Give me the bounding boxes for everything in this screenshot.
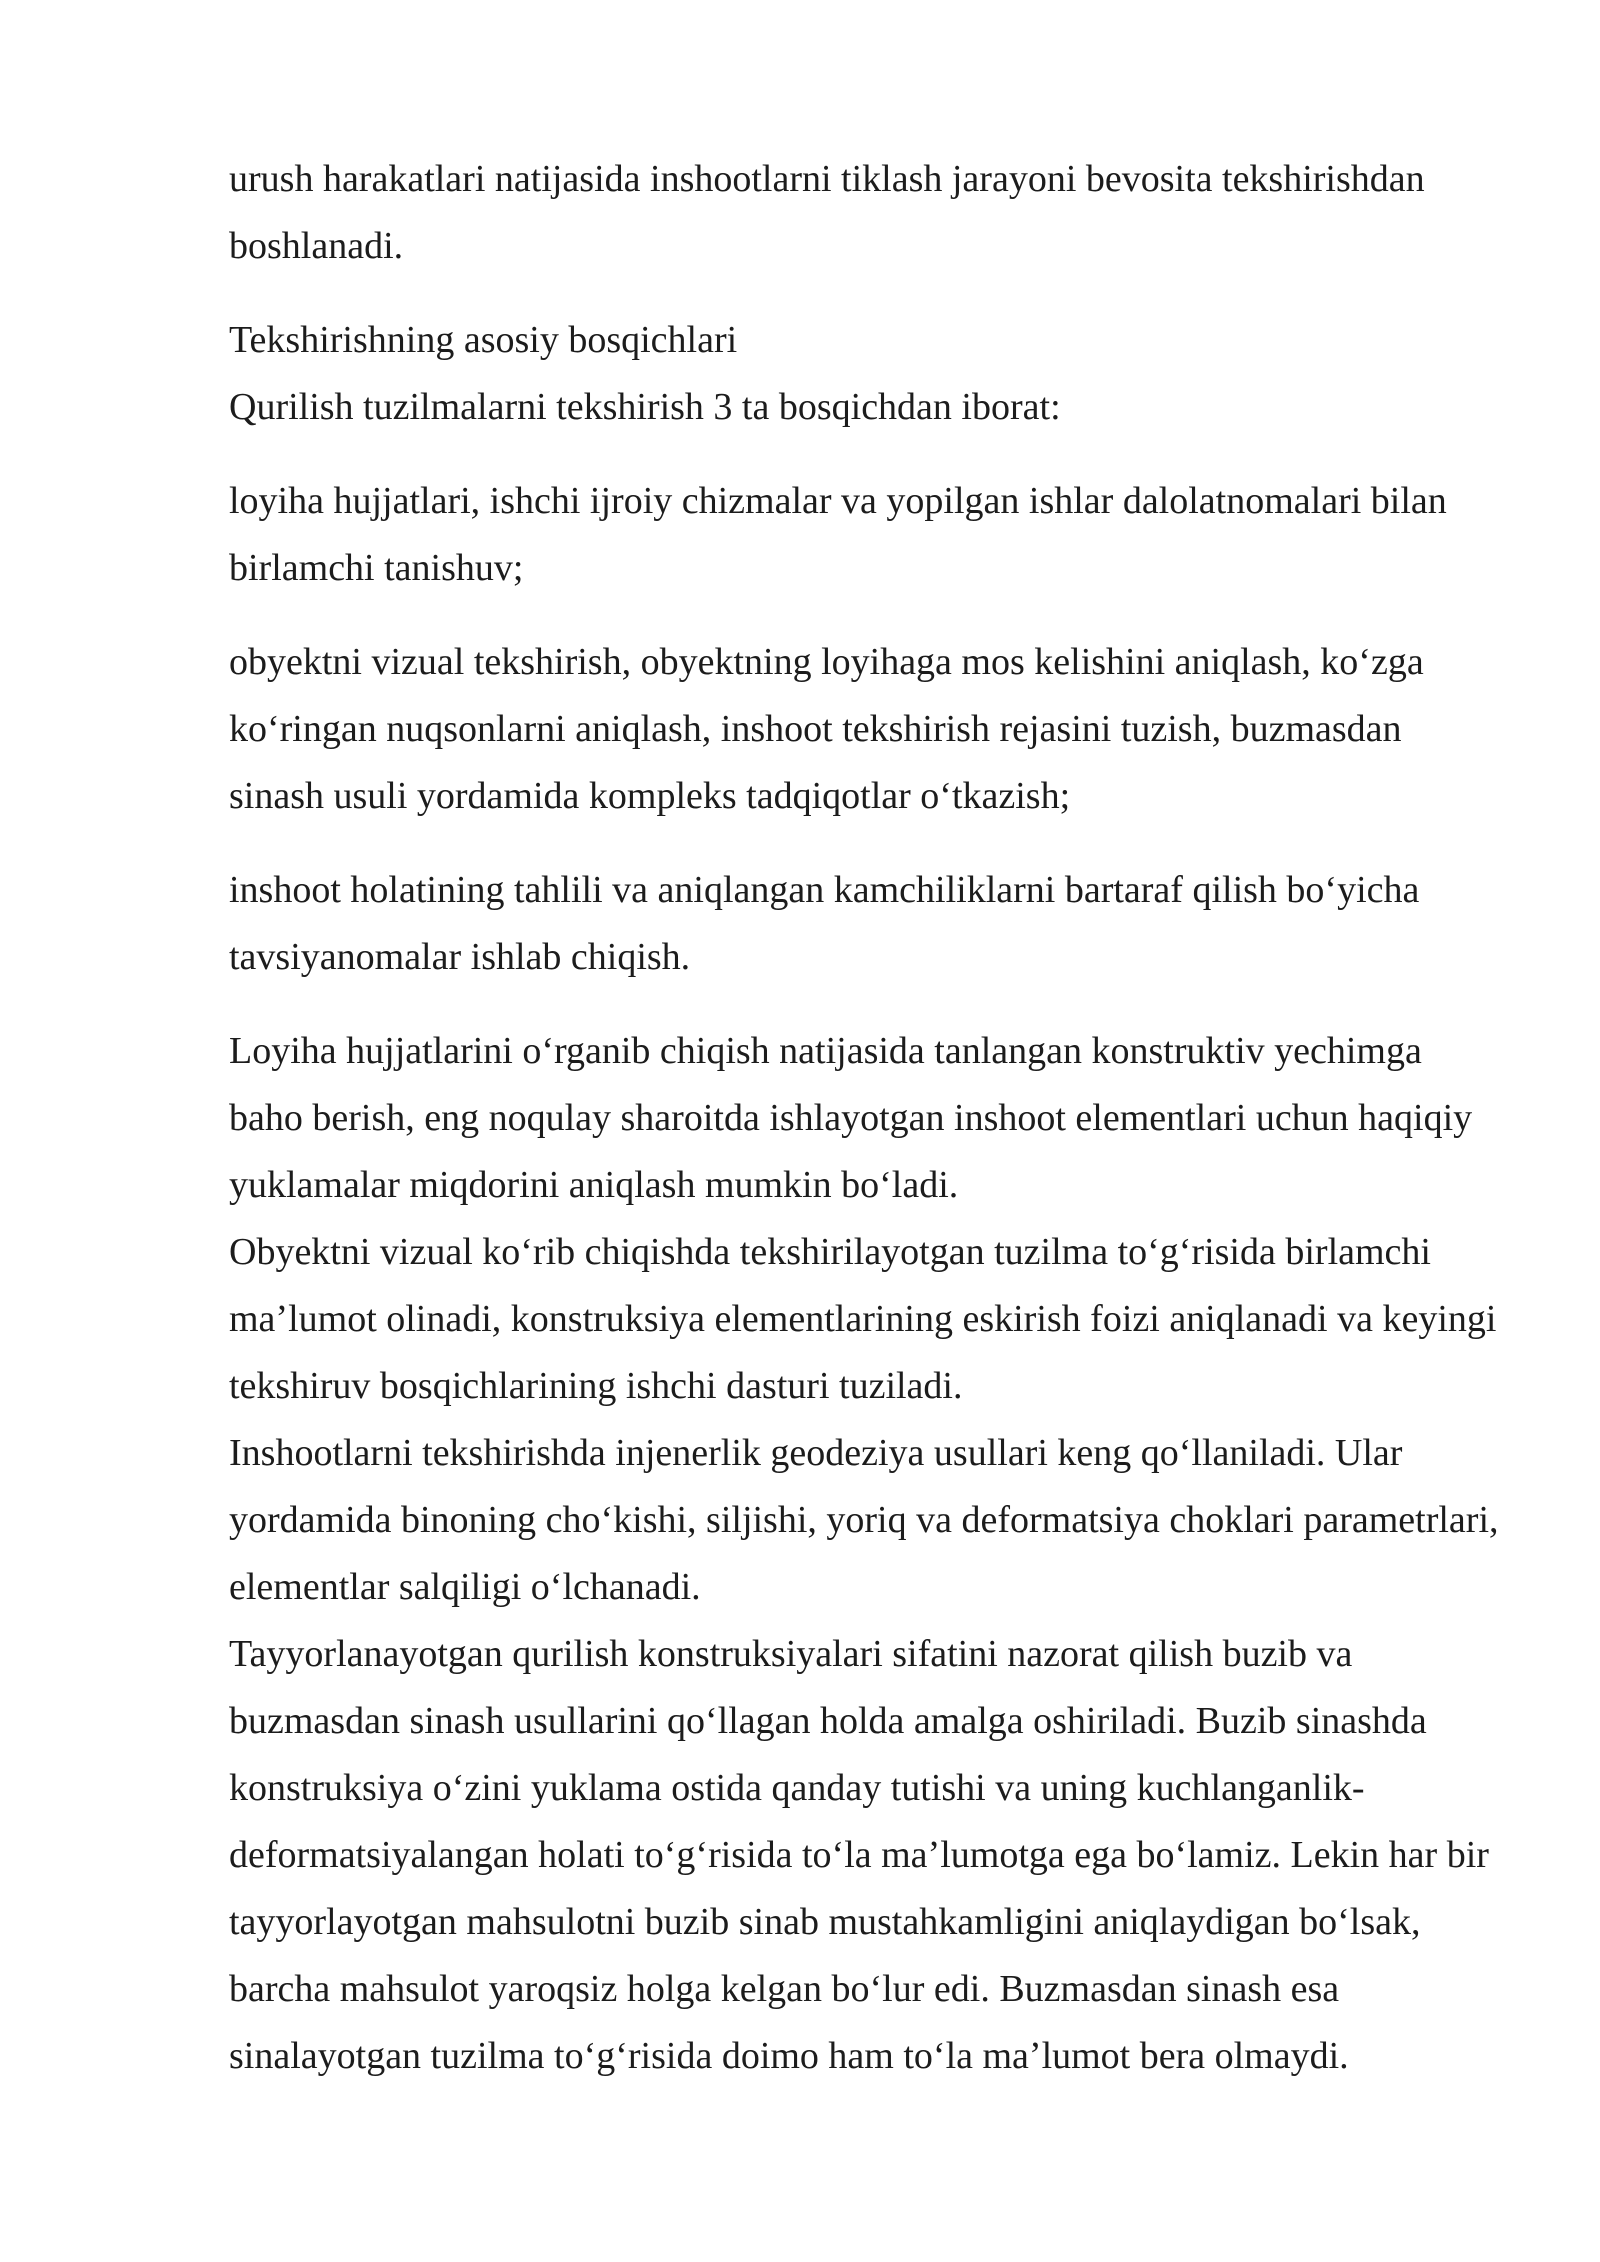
stage-item-3: inshoot holatining tahlili va aniqlangan kamchiliklarni bartaraf qilish boʻyicha tavsiyanomalar ishlab chiqish. — [229, 869, 1420, 978]
paragraph-quality-control: Tayyorlanayotgan qurilish konstruksiyalari sifatini nazorat qilish buzib va buzmasdan sinash usullarini qoʻllagan holda amalga oshiriladi. Buzib sinashda konstruksiya oʻzini yuklama ostida qanday tutishi va uning kuchlanganlik-deformatsiyalangan holati toʻgʻrisida toʻla maʼlumotga ega boʻlamiz. Lekin har bir tayyorlayotgan mahsulotni buzib sinab mustahkamligini aniqlaydigan boʻlsak, barcha mahsulot yaroqsiz holga kelgan boʻlur edi. Buzmasdan sinash esa sinalayotgan tuzilma toʻgʻrisida doimo ham toʻla maʼlumot bera olmaydi. — [229, 1633, 1489, 2077]
paragraph-geodesy: Inshootlarni tekshirishda injenerlik geodeziya usullari keng qoʻllaniladi. Ular yordamida binoning choʻkishi, siljishi, yoriq va deformatsiya choklari parametrlari, elementlar salqiligi oʻlchanadi. — [229, 1432, 1499, 1608]
paragraph-visual-inspection: Obyektni vizual koʻrib chiqishda tekshirilayotgan tuzilma toʻgʻrisida birlamchi maʼlumot olinadi, konstruksiya elementlarining eskirish foizi aniqlanadi va keyingi tekshiruv bosqichlarining ishchi dasturi tuziladi. — [229, 1231, 1497, 1407]
stage-item-1: loyiha hujjatlari, ishchi ijroiy chizmalar va yopilgan ishlar dalolatnomalari bilan birlamchi tanishuv; — [229, 480, 1447, 589]
paragraph-stages-intro: Qurilish tuzilmalarni tekshirish 3 ta bosqichdan iborat: — [229, 386, 1061, 428]
paragraph-project-docs: Loyiha hujjatlarini oʻrganib chiqish natijasida tanlangan konstruktiv yechimga baho berish, eng noqulay sharoitda ishlayotgan inshoot elementlari uchun haqiqiy yuklamalar miqdorini aniqlash mumkin boʻladi. — [229, 1030, 1473, 1206]
stage-item-2: obyektni vizual tekshirish, obyektning loyihaga mos kelishini aniqlash, koʻzga koʻringan nuqsonlarni aniqlash, inshoot tekshirish rejasini tuzish, buzmasdan sinash usuli yordamida kompleks tadqiqotlar oʻtkazish; — [229, 641, 1424, 817]
document-page — [229, 146, 1500, 2090]
paragraph-intro: urush harakatlari natijasida inshootlarni tiklash jarayoni bevosita tekshirishdan boshlanadi. — [229, 158, 1425, 267]
section-heading: Tekshirishning asosiy bosqichlari — [229, 319, 738, 361]
